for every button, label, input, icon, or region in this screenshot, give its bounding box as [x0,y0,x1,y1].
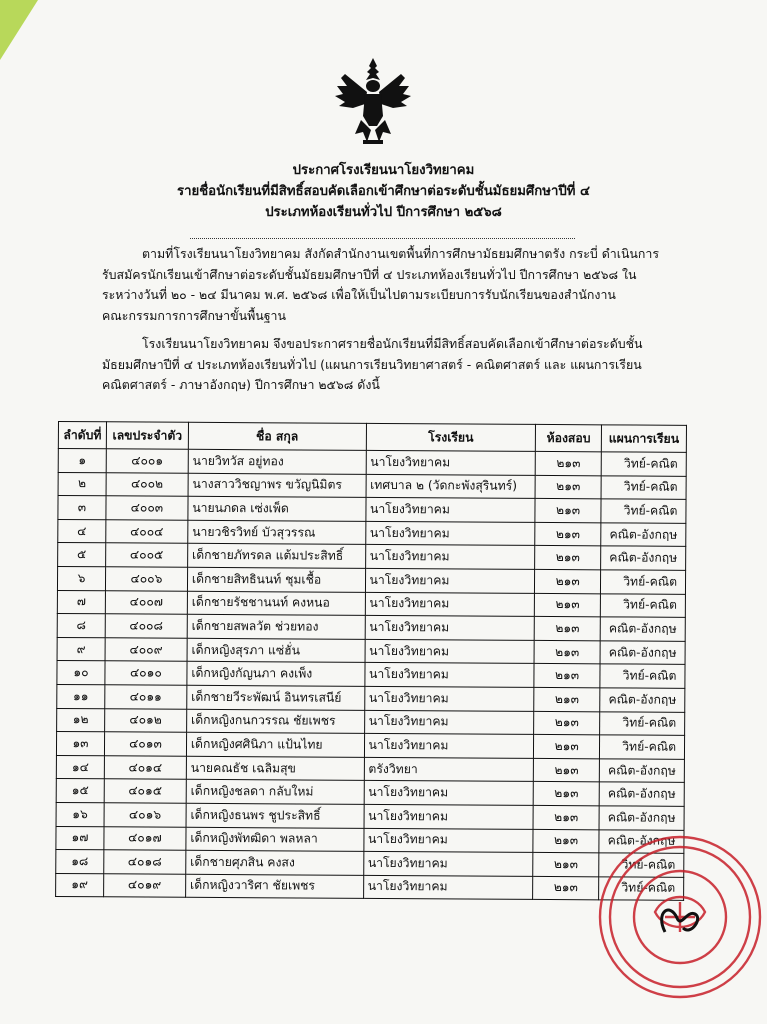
header-divider [190,238,575,239]
cell-study-plan: คณิต-อังกฤษ [599,782,684,806]
header-category: ประเภทห้องเรียนทั่วไป ปีการศึกษา ๒๕๖๘ [265,205,502,220]
cell-school: นาโยงวิทยาคม [365,592,535,617]
cell-study-plan: คณิต-อังกฤษ [600,641,685,665]
paragraph-intro [102,244,662,326]
cell-order: ๑๑ [57,684,105,708]
cell-student-name: เด็กชายวีระพัฒน์ อินทรเสนีย์ [187,685,365,710]
cell-exam-room: ๒๑๓ [535,522,601,546]
cell-student-id: ๔๐๐๖ [105,567,187,591]
paragraph-announcement [102,334,662,396]
cell-school: นาโยงวิทยาคม [365,545,535,570]
cell-school: นาโยงวิทยาคม [365,498,535,523]
cell-exam-room: ๒๑๓ [534,687,600,711]
cell-student-id: ๔๐๐๙ [105,638,187,662]
cell-student-id: ๔๐๑๖ [104,803,186,827]
cell-exam-room: ๒๑๓ [533,876,599,900]
cell-order: ๕ [58,543,106,567]
cell-order: ๘ [57,614,105,638]
cell-order: ๑๔ [56,755,104,779]
cell-school: นาโยงวิทยาคม [364,710,534,735]
cell-order: ๔ [58,519,106,543]
table-body [56,449,687,901]
cell-exam-room: ๒๑๓ [533,853,599,877]
cell-exam-room: ๒๑๓ [535,569,601,593]
cell-exam-room: ๒๑๓ [535,499,601,523]
cell-order: ๙ [57,637,105,661]
cell-school: นาโยงวิทยาคม [366,450,536,475]
cell-study-plan: คณิต-อังกฤษ [599,759,684,783]
cell-exam-room: ๒๑๓ [535,451,601,475]
student-roster-table [55,421,687,901]
cell-study-plan: วิทย์-คณิต [601,452,686,476]
cell-order: ๑๘ [56,850,104,874]
cell-student-id: ๔๐๐๒ [106,472,188,496]
cell-order: ๑๗ [56,826,104,850]
table-header-row [58,422,686,453]
cell-student-name: เด็กชายศุภสิน คงสง [186,850,364,875]
cell-order: ๑๖ [56,802,104,826]
cell-study-plan: คณิต-อังกฤษ [601,523,686,547]
cell-school: นาโยงวิทยาคม [364,804,534,829]
cell-student-id: ๔๐๑๙ [104,873,186,897]
cell-student-name: เด็กชายสิทธินนท์ ชุมเชื้อ [187,567,365,592]
cell-order: ๑๒ [57,708,105,732]
cell-student-id: ๔๐๑๐ [105,661,187,685]
cell-study-plan: คณิต-อังกฤษ [599,806,684,830]
cell-school: นาโยงวิทยาคม [365,639,535,664]
column-header-plan: แผนการเรียน [601,425,686,453]
cell-exam-room: ๒๑๓ [534,664,600,688]
cell-school: นาโยงวิทยาคม [363,875,533,900]
cell-student-id: ๔๐๐๔ [106,520,188,544]
cell-study-plan: คณิต-อังกฤษ [600,688,685,712]
cell-student-id: ๔๐๑๕ [104,779,186,803]
cell-student-name: นายวิทวัส อยู่ทอง [188,449,366,474]
cell-exam-room: ๒๑๓ [533,782,599,806]
cell-student-name: เด็กหญิงกัญนภา คงเพ็ง [187,662,365,687]
cell-student-id: ๔๐๑๓ [104,732,186,756]
cell-student-id: ๔๐๑๑ [105,685,187,709]
cell-study-plan: วิทย์-คณิต [600,593,685,617]
cell-study-plan: วิทย์-คณิต [599,876,684,900]
cell-student-id: ๔๐๐๓ [106,496,188,520]
cell-study-plan: วิทย์-คณิต [599,735,684,759]
cell-school: นาโยงวิทยาคม [365,616,535,641]
cell-order: ๑ [58,449,106,473]
cell-student-name: เด็กหญิงชลดา กลับใหม่ [186,780,364,805]
cell-student-name: เด็กหญิงวาริศา ชัยเพชร [185,874,363,899]
cell-order: ๗ [57,590,105,614]
cell-school: เทศบาล ๒ (วัดกะพังสุรินทร์) [366,474,536,499]
cell-exam-room: ๒๑๓ [535,593,601,617]
cell-student-name: นางสาววิชญาพร ขวัญนิมิตร [188,473,366,498]
cell-study-plan: วิทย์-คณิต [600,711,685,735]
paragraph-line: โรงเรียนนาโยงวิทยาคม จึงขอประกาศรายชื่อนักเรียนที่มีสิทธิ์สอบคัดเลือกเข้าศึกษาต่อระดับชั้น [142,336,643,351]
cell-exam-room: ๒๑๓ [534,617,600,641]
cell-exam-room: ๒๑๓ [534,758,600,782]
cell-student-id: ๔๐๐๑ [106,449,188,473]
cell-order: ๒ [58,472,106,496]
cell-order: ๓ [58,496,106,520]
column-header-order: ลำดับที่ [58,422,106,449]
cell-school: นาโยงวิทยาคม [364,781,534,806]
cell-student-name: เด็กชายสพลวัต ช่วยทอง [187,614,365,639]
cell-student-name: นายนภดล เซ่งเพ็ด [188,496,366,521]
cell-exam-room: ๒๑๓ [534,711,600,735]
cell-student-id: ๔๐๑๗ [104,826,186,850]
cell-student-name: เด็กชายภัทรดล แต้มประสิทธิ์ [187,544,365,569]
cell-exam-room: ๒๑๓ [533,829,599,853]
column-header-name: ชื่อ สกุล [188,422,366,450]
cell-student-name: เด็กหญิงกนกวรรณ ชัยเพชร [186,709,364,734]
header-subtitle: รายชื่อนักเรียนที่มีสิทธิ์สอบคัดเลือกเข้าศึกษาต่อระดับชั้นมัธยมศึกษาปีที่ ๔ [177,184,590,199]
cell-study-plan: วิทย์-คณิต [599,853,684,877]
paragraph-line: คณะกรรมการการศึกษาขั้นพื้นฐาน [102,307,286,323]
paragraph-line: ตามที่โรงเรียนนาโยงวิทยาคม สังกัดสำนักงานเขตพื้นที่การศึกษามัธยมศึกษาตรัง กระบี่ ดำเนินการ [142,246,660,261]
cell-student-name: นายวชิรวิทย์ บัวสุวรรณ [188,520,366,545]
cell-student-id: ๔๐๑๔ [104,756,186,780]
cell-exam-room: ๒๑๓ [534,640,600,664]
cell-school: นาโยงวิทยาคม [365,521,535,546]
cell-school: นาโยงวิทยาคม [364,686,534,711]
cell-exam-room: ๒๑๓ [533,805,599,829]
cell-order: ๑๐ [57,661,105,685]
cell-school: ตรังวิทยา [364,757,534,782]
cell-study-plan: วิทย์-คณิต [601,499,686,523]
cell-exam-room: ๒๑๓ [535,546,601,570]
cell-student-name: เด็กหญิงสุรภา แซ่ฮั่น [187,638,365,663]
school-seal-stamp [595,832,765,1002]
cell-student-id: ๔๐๑๘ [104,850,186,874]
cell-study-plan: คณิต-อังกฤษ [601,546,686,570]
paragraph-line: มัธยมศึกษาปีที่ ๔ ประเภทห้องเรียนทั่วไป (แผนการเรียนวิทยาศาสตร์ - คณิตศาสตร์ และ แผนการเรียน [102,356,642,372]
cell-study-plan: วิทย์-คณิต [600,570,685,594]
cell-school: นาโยงวิทยาคม [363,851,533,876]
column-header-room: ห้องสอบ [536,424,602,451]
table-row [56,873,684,900]
column-header-school: โรงเรียน [366,423,536,451]
paragraph-line: ระหว่างวันที่ ๒๐ - ๒๔ มีนาคม พ.ศ. ๒๕๖๘ เพื่อให้เป็นไปตามระเบียบการรับนักเรียนของสำนักงาน [102,287,616,302]
announcement-header [100,160,667,223]
paragraph-line: รับสมัครนักเรียนเข้าศึกษาต่อระดับชั้นมัธยมศึกษาปีที่ ๔ ประเภทห้องเรียนทั่วไป ปีการศึกษา ๒๕๖๘ ใน [102,266,637,282]
cell-study-plan: วิทย์-คณิต [600,664,685,688]
cell-study-plan: คณิต-อังกฤษ [599,829,684,853]
header-title: ประกาศโรงเรียนนาโยงวิทยาคม [292,163,475,178]
corner-mark [0,0,38,60]
garuda-emblem-icon [333,56,413,146]
cell-student-id: ๔๐๐๕ [106,543,188,567]
cell-student-name: เด็กชายรัชชานนท์ คงหนอ [187,591,365,616]
cell-student-id: ๔๐๐๗ [105,590,187,614]
cell-order: ๑๓ [56,732,104,756]
cell-student-id: ๔๐๑๒ [105,708,187,732]
cell-student-id: ๔๐๐๘ [105,614,187,638]
cell-school: นาโยงวิทยาคม [364,734,534,759]
column-header-id: เลขประจำตัว [106,422,188,449]
cell-order: ๑๕ [56,779,104,803]
paragraph-line: คณิตศาสตร์ - ภาษาอังกฤษ) ปีการศึกษา ๒๕๖๘ ดังนี้ [102,377,380,392]
cell-student-name: เด็กหญิงศศินิภา แป้นไทย [186,732,364,757]
cell-study-plan: วิทย์-คณิต [601,475,686,499]
cell-student-name: นายคณธัช เฉลิมสุข [186,756,364,781]
cell-order: ๖ [57,566,105,590]
cell-school: นาโยงวิทยาคม [363,828,533,853]
cell-student-name: เด็กหญิงพัทฒิดา พลหลา [186,827,364,852]
cell-student-name: เด็กหญิงธนพร ชูประสิทธิ์ [186,803,364,828]
cell-order: ๑๙ [56,873,104,897]
cell-school: นาโยงวิทยาคม [364,663,534,688]
cell-study-plan: คณิต-อังกฤษ [600,617,685,641]
cell-school: นาโยงวิทยาคม [365,568,535,593]
cell-exam-room: ๒๑๓ [534,735,600,759]
cell-exam-room: ๒๑๓ [535,475,601,499]
